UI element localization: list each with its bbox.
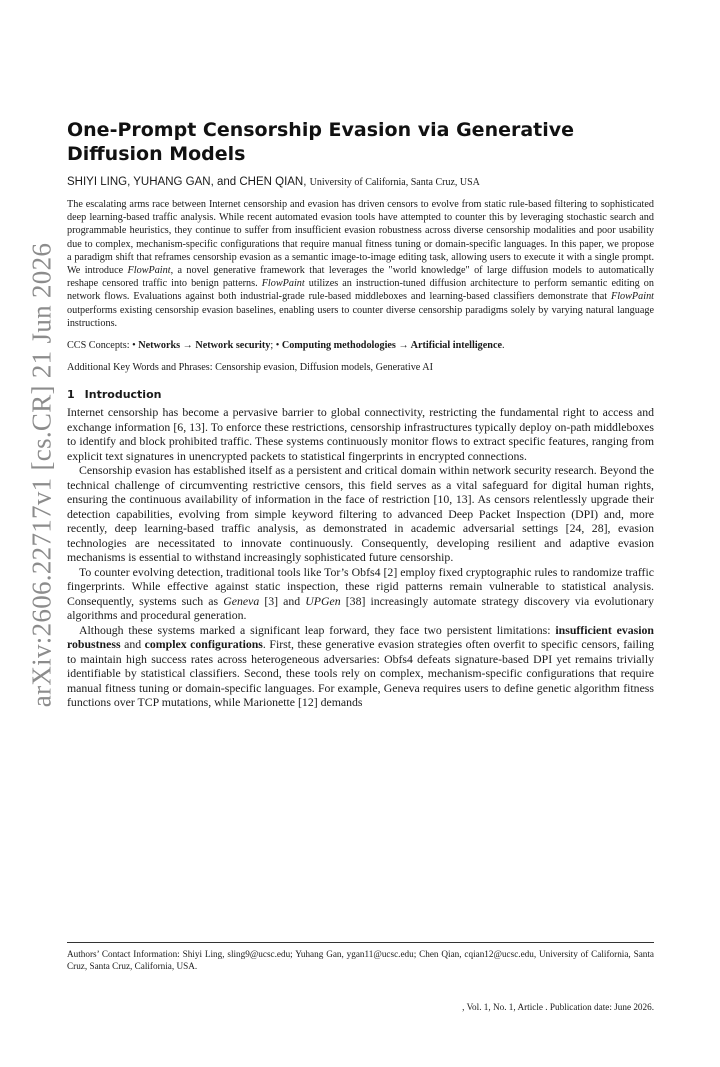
section-heading [67,388,654,401]
abstract-text: , a novel generative framework that leverages the "world knowledge" of large diffusion models to automatically reshape censored traffic into benign patterns. [67,265,655,290]
system-name: FlowPaint [261,278,305,290]
ccs-end: . [502,340,505,352]
paragraph-text: To counter evolving detection, traditional tools like Tor’s Obfs4 [2] employ fixed cryptographic rules to randomize traffic fingerprints. While effective against static inspection, these rigid patterns remain vulnerable to statistical analysis. Consequently, systems such as [67,564,654,608]
footnote-rule [67,942,654,943]
ccs-label: CCS Concepts: • [67,340,139,352]
keywords: Additional Key Words and Phrases: Censorship evasion, Diffusion models, Generative AI [67,362,434,374]
emphasis: insufficient evasion robustness [67,622,654,652]
paragraph [67,623,654,710]
author-contact-footnote: Authors’ Contact Information: Shiyi Ling, sling9@ucsc.edu; Yuhang Gan, ygan11@ucsc.edu; Chen Qian, cqian12@ucsc.edu, University of California, Santa Cruz, Santa Cruz, California, USA. [67,949,654,971]
ccs-separator: ; • [270,340,282,352]
section-title: Introduction [84,388,162,402]
abstract-text: The escalating arms race between Internet censorship and evasion has driven censors to evolve from static rule-based filtering to sophisticated deep learning-based traffic analysis. While recent automated evasion tools have attempted to counter this by leveraging stochastic search and programmable heuristics, they continue to suffer from insufficient evasion robustness across diverse censorship modalities and poor usability due to complex, mechanism-specific configurations that require manual fitness tuning or domain-specific languages. In this paper, we propose a paradigm shift that reframes censorship evasion as a semantic image-to-image editing task, allowing users to execute it with a single prompt. We introduce [67,199,654,277]
author-affiliation: University of California, Santa Cruz, USA [309,177,480,188]
system-name: Geneva [223,593,260,608]
paper-title: One-Prompt Censorship Evasion via Generative Diffusion Models [67,119,575,165]
abstract-text: utilizes an instruction-tuned diffusion architecture to perform semantic editing on network flows. Evaluations against both industrial-grade rule-based middleboxes and learning-based classifiers demonstrate that [67,278,654,303]
system-name: FlowPaint [127,265,171,277]
paragraph-text: [38] increasingly automate strategy discovery via evolutionary algorithms and procedural generation. [67,593,655,623]
paragraph-text: . First, these generative evasion strategies often overfit to specific censors, failing to maintain high success rates across heterogeneous adversaries: Obfs4 defeats signature-based DPI yet remains trivially identifiable by statistical classifiers. Second, these tools rely on complex, mechanism-specific configurations that require manual fitness tuning or domain-specific languages. For example, Geneva requires users to define genetic algorithm fitness functions over TCP mutations, while Marionette [12] demands [67,637,654,710]
ccs-concept: Computing methodologies → Artificial intelligence [281,340,502,352]
author-line [67,176,654,188]
ccs-concepts [67,339,654,352]
paragraph [67,565,654,623]
body-text [67,405,654,710]
arxiv-sidebar [22,242,62,708]
paragraph-text: Although these systems marked a significant leap forward, they face two persistent limitations: [79,622,556,637]
section-number: 1 [67,388,75,402]
system-name: UPGen [305,593,341,608]
paragraph: Censorship evasion has established itself as a persistent and critical domain within network security research. Beyond the technical challenge of circumventing restrictive censors, this field serves as a vital safeguard for digital human rights, ensuring the continuous availability of information in the face of restriction [10, 13]. As censors relentlessly upgrade their detection capabilities, evolving from simple keyword filtering to advanced Deep Packet Inspection (DPI) and, more recently, deep learning-based traffic analysis, as demonstrated in academic adversarial settings [24, 28], evasion technologies are necessitated to innovate continuously. Consequently, developing resilient and adaptive evasion mechanisms is essential to withstand increasingly sophisticated future censorship. [67,463,654,565]
paragraph-text: [3] and [259,593,306,608]
paragraph-text: and [120,637,145,652]
abstract [67,198,654,330]
author-names: SHIYI LING, YUHANG GAN, and CHEN QIAN, [67,176,307,188]
emphasis: complex configurations [144,637,263,652]
system-name: FlowPaint [610,291,654,303]
abstract-text: outperforms existing censorship evasion baselines, enabling users to counter diverse censorship paradigms solely by varying natural language instructions. [67,304,654,329]
arxiv-identifier: arXiv:2606.22717v1 [cs.CR] 21 Jun 2026 [26,242,57,708]
paragraph: Internet censorship has become a pervasive barrier to global connectivity, restricting the fundamental right to access and exchange information [6, 13]. To enforce these restrictions, censorship infrastructures typically deploy on-path middleboxes to identify and block prohibited traffic. These systems continuously monitor flows to extract specific features, ranging from explicit text signatures in unencrypted packets to statistical fingerprints in encrypted connections. [67,405,654,463]
paper-page [67,118,654,710]
ccs-concept: Networks → Network security [138,340,271,352]
publication-info: , Vol. 1, No. 1, Article . Publication date: June 2026. [462,1002,654,1012]
